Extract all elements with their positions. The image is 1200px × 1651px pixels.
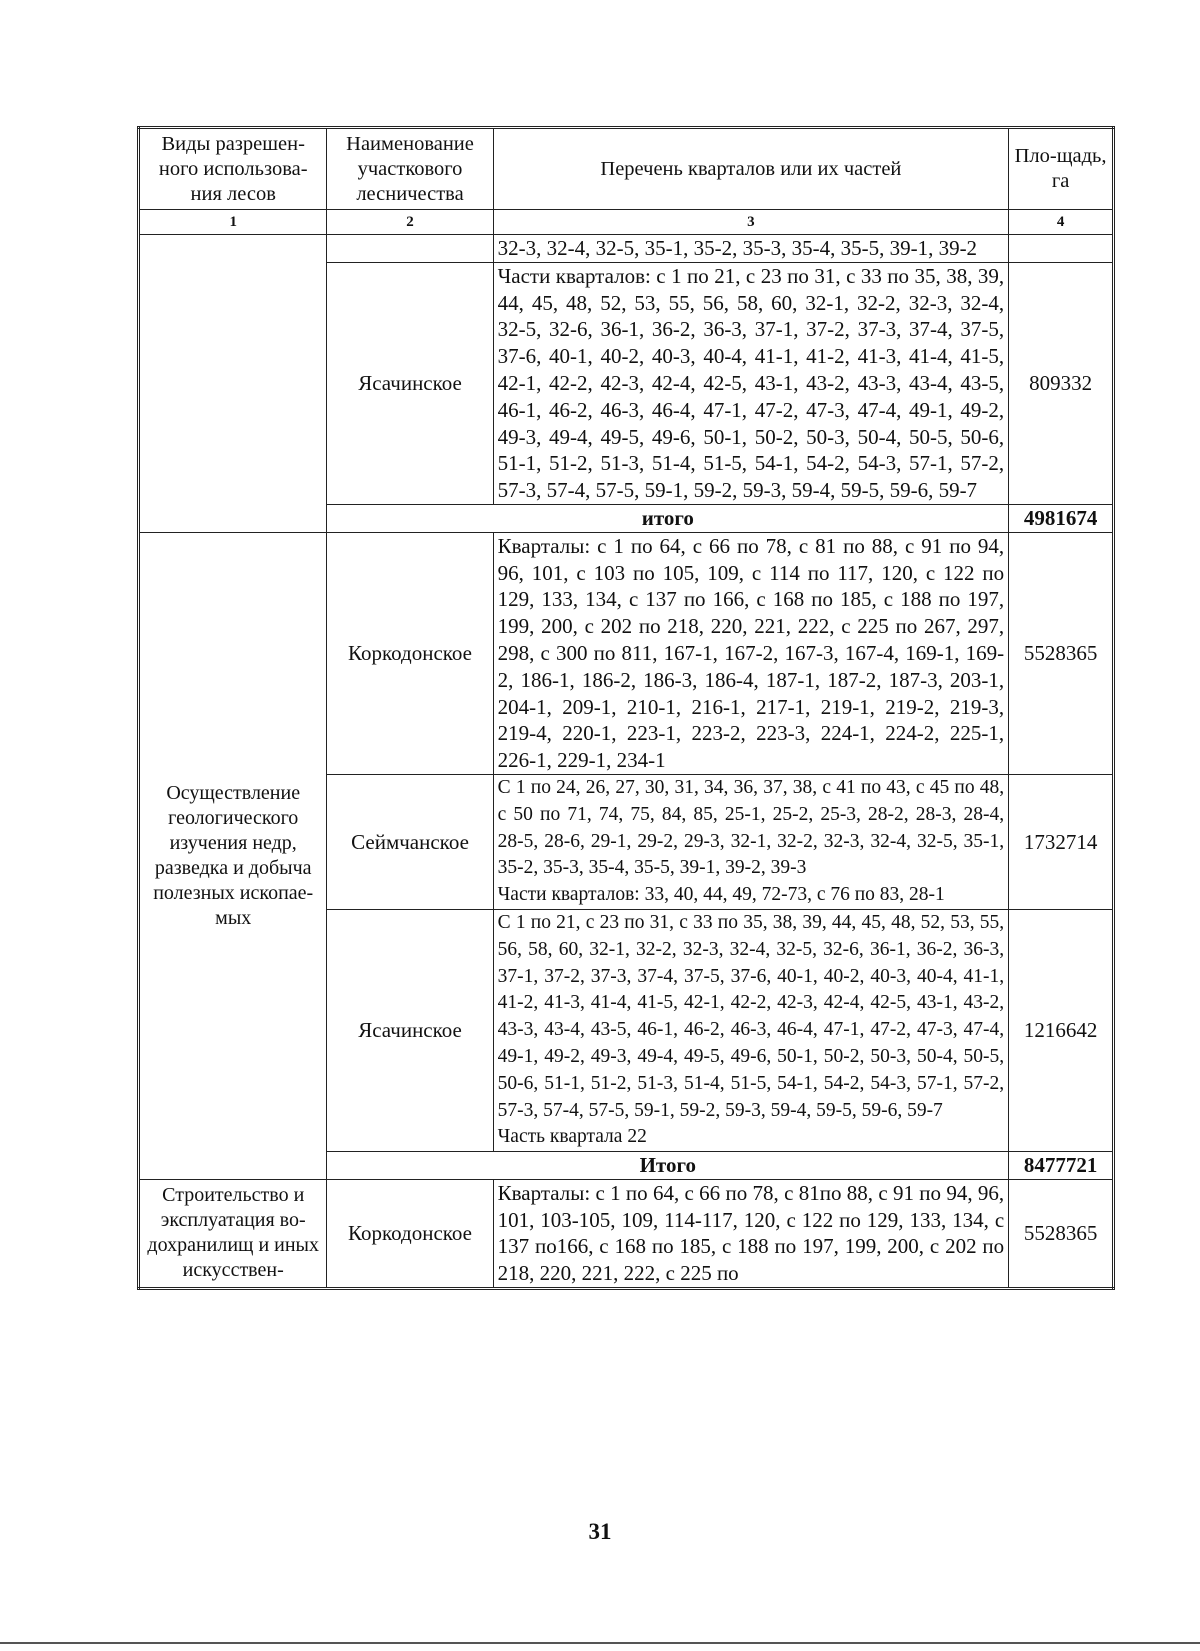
table-header-row: [139, 128, 1114, 210]
column-number-row: [139, 210, 1114, 235]
quarter-list-cell: 32-3, 32-4, 32-5, 35-1, 35-2, 35-3, 35-4, 35-5, 39-1, 39-2: [493, 235, 1009, 263]
use-type-cell-continued: [139, 235, 327, 533]
area-cell: 5528365: [1009, 532, 1114, 774]
use-type-cell: Осуществление геологического изучения недр, разведка и добыча полезных ископае-мых: [139, 532, 327, 1179]
quarter-list-cell: [493, 774, 1009, 909]
column-number-4: 4: [1009, 210, 1114, 235]
quarter-list-cell: [493, 909, 1009, 1151]
total-value: 8477721: [1009, 1152, 1114, 1180]
forestry-name-cell: Коркодонское: [327, 1179, 493, 1288]
column-number-1: 1: [139, 210, 327, 235]
total-label: итого: [327, 504, 1009, 532]
area-cell: [1009, 235, 1114, 263]
page-number: 31: [588, 1519, 612, 1544]
use-type-cell: Строительство и эксплуатация во-дохранилищ и иных искусствен-: [139, 1179, 327, 1288]
area-cell: 809332: [1009, 262, 1114, 504]
quarter-parts-text: Часть квартала 22: [497, 1126, 647, 1148]
quarter-list-cell: Части кварталов: с 1 по 21, с 23 по 31, с 33 по 35, 38, 39, 44, 45, 48, 52, 53, 55, 56, 58, 60, 32-1, 32-2, 32-3, 32-4, 32-5, 32-6, 36-1, 36-2, 36-3, 37-1, 37-2, 37-3, 37-4, 37-5, 37-6, 40-1, 40-2, 40-3, 40-4, 41-1, 41-2, 41-3, 41-4, 41-5, 42-1, 42-2, 42-3, 42-4, 42-5, 43-1, 43-2, 43-3, 43-4, 43-5, 46-1, 46-2, 46-3, 46-4, 47-1, 47-2, 47-3, 47-4, 49-1, 49-2, 49-3, 49-4, 49-5, 49-6, 50-1, 50-2, 50-3, 50-4, 50-5, 50-6, 51-1, 51-2, 51-3, 51-4, 51-5, 54-1, 54-2, 54-3, 57-1, 57-2, 57-3, 57-4, 57-5, 59-1, 59-2, 59-3, 59-4, 59-5, 59-6, 59-7: [493, 262, 1009, 504]
forest-use-table: [137, 126, 1115, 1290]
column-number-2: 2: [327, 210, 493, 235]
header-use-type: Виды разрешен-ного использова-ния лесов: [139, 128, 327, 210]
area-cell: 1216642: [1009, 909, 1114, 1151]
quarter-list-cell: Кварталы: с 1 по 64, с 66 по 78, с 81 по 88, с 91 по 94, 96, 101, с 103 по 105, 109, с 114 по 117, 120, с 122 по 129, 133, 134, с 137 по 166, с 168 по 185, с 188 по 197, 199, 200, с 202 по 218, 220, 221, 222, с 225 по 267, 297, 298, с 300 по 811, 167-1, 167-2, 167-3, 167-4, 169-1, 169-2, 186-1, 186-2, 186-3, 186-4, 187-1, 187-2, 187-3, 203-1, 204-1, 209-1, 210-1, 216-1, 217-1, 219-1, 219-2, 219-3, 219-4, 220-1, 223-1, 223-2, 223-3, 224-1, 224-2, 225-1, 226-1, 229-1, 234-1: [493, 532, 1009, 774]
forestry-name-cell: Ясачинское: [327, 262, 493, 504]
quarter-parts-text: Части кварталов: 33, 40, 44, 49, 72-73, с 76 по 83, 28-1: [497, 884, 945, 906]
bottom-rule: [0, 1642, 1200, 1644]
total-label: Итого: [327, 1152, 1009, 1180]
area-cell: 1732714: [1009, 774, 1114, 909]
column-number-3: 3: [493, 210, 1009, 235]
table-row: [139, 1179, 1114, 1288]
table-row: [139, 235, 1114, 263]
forestry-name-cell: Сеймчанское: [327, 774, 493, 909]
area-cell: 5528365: [1009, 1179, 1114, 1288]
forestry-name-cell: Коркодонское: [327, 532, 493, 774]
header-forestry-name: Наименование участкового лесничества: [327, 128, 493, 210]
quarter-list-text: С 1 по 24, 26, 27, 30, 31, 34, 36, 37, 38, с 41 по 43, с 45 по 48, с 50 по 71, 74, 75, 84, 85, 25-1, 25-2, 25-3, 28-2, 28-3, 28-4, 28-5, 28-6, 29-1, 29-2, 29-3, 32-1, 32-2, 32-3, 32-4, 32-5, 35-1, 35-2, 35-3, 35-4, 35-5, 39-1, 39-2, 39-3: [497, 776, 1005, 879]
total-value: 4981674: [1009, 504, 1114, 532]
table-row: [139, 532, 1114, 774]
quarter-list-text: С 1 по 21, с 23 по 31, с 33 по 35, 38, 39, 44, 45, 48, 52, 53, 55, 56, 58, 60, 32-1, 32-2, 32-3, 32-4, 32-5, 32-6, 36-1, 36-2, 36-3, 37-1, 37-2, 37-3, 37-4, 37-5, 37-6, 40-1, 40-2, 40-3, 40-4, 41-1, 41-2, 41-3, 41-4, 41-5, 42-1, 42-2, 42-3, 42-4, 42-5, 43-1, 43-2, 43-3, 43-4, 43-5, 46-1, 46-2, 46-3, 46-4, 47-1, 47-2, 47-3, 47-4, 49-1, 49-2, 49-3, 49-4, 49-5, 49-6, 50-1, 50-2, 50-3, 50-4, 50-5, 50-6, 51-1, 51-2, 51-3, 51-4, 51-5, 54-1, 54-2, 54-3, 57-1, 57-2, 57-3, 57-4, 57-5, 59-1, 59-2, 59-3, 59-4, 59-5, 59-6, 59-7: [497, 911, 1005, 1121]
forestry-name-cell: Ясачинское: [327, 909, 493, 1151]
forestry-name-cell: [327, 235, 493, 263]
header-area: Пло-щадь, га: [1009, 128, 1114, 210]
quarter-list-cell: Кварталы: с 1 по 64, с 66 по 78, с 81по 88, с 91 по 94, 96, 101, 103-105, 109, 114-117, 120, с 122 по 129, 133, 134, с 137 по166, с 168 по 185, с 188 по 197, 199, 200, с 202 по 218, 220, 221, 222, с 225 по: [493, 1179, 1009, 1288]
header-quarter-list: Перечень кварталов или их частей: [493, 128, 1009, 210]
